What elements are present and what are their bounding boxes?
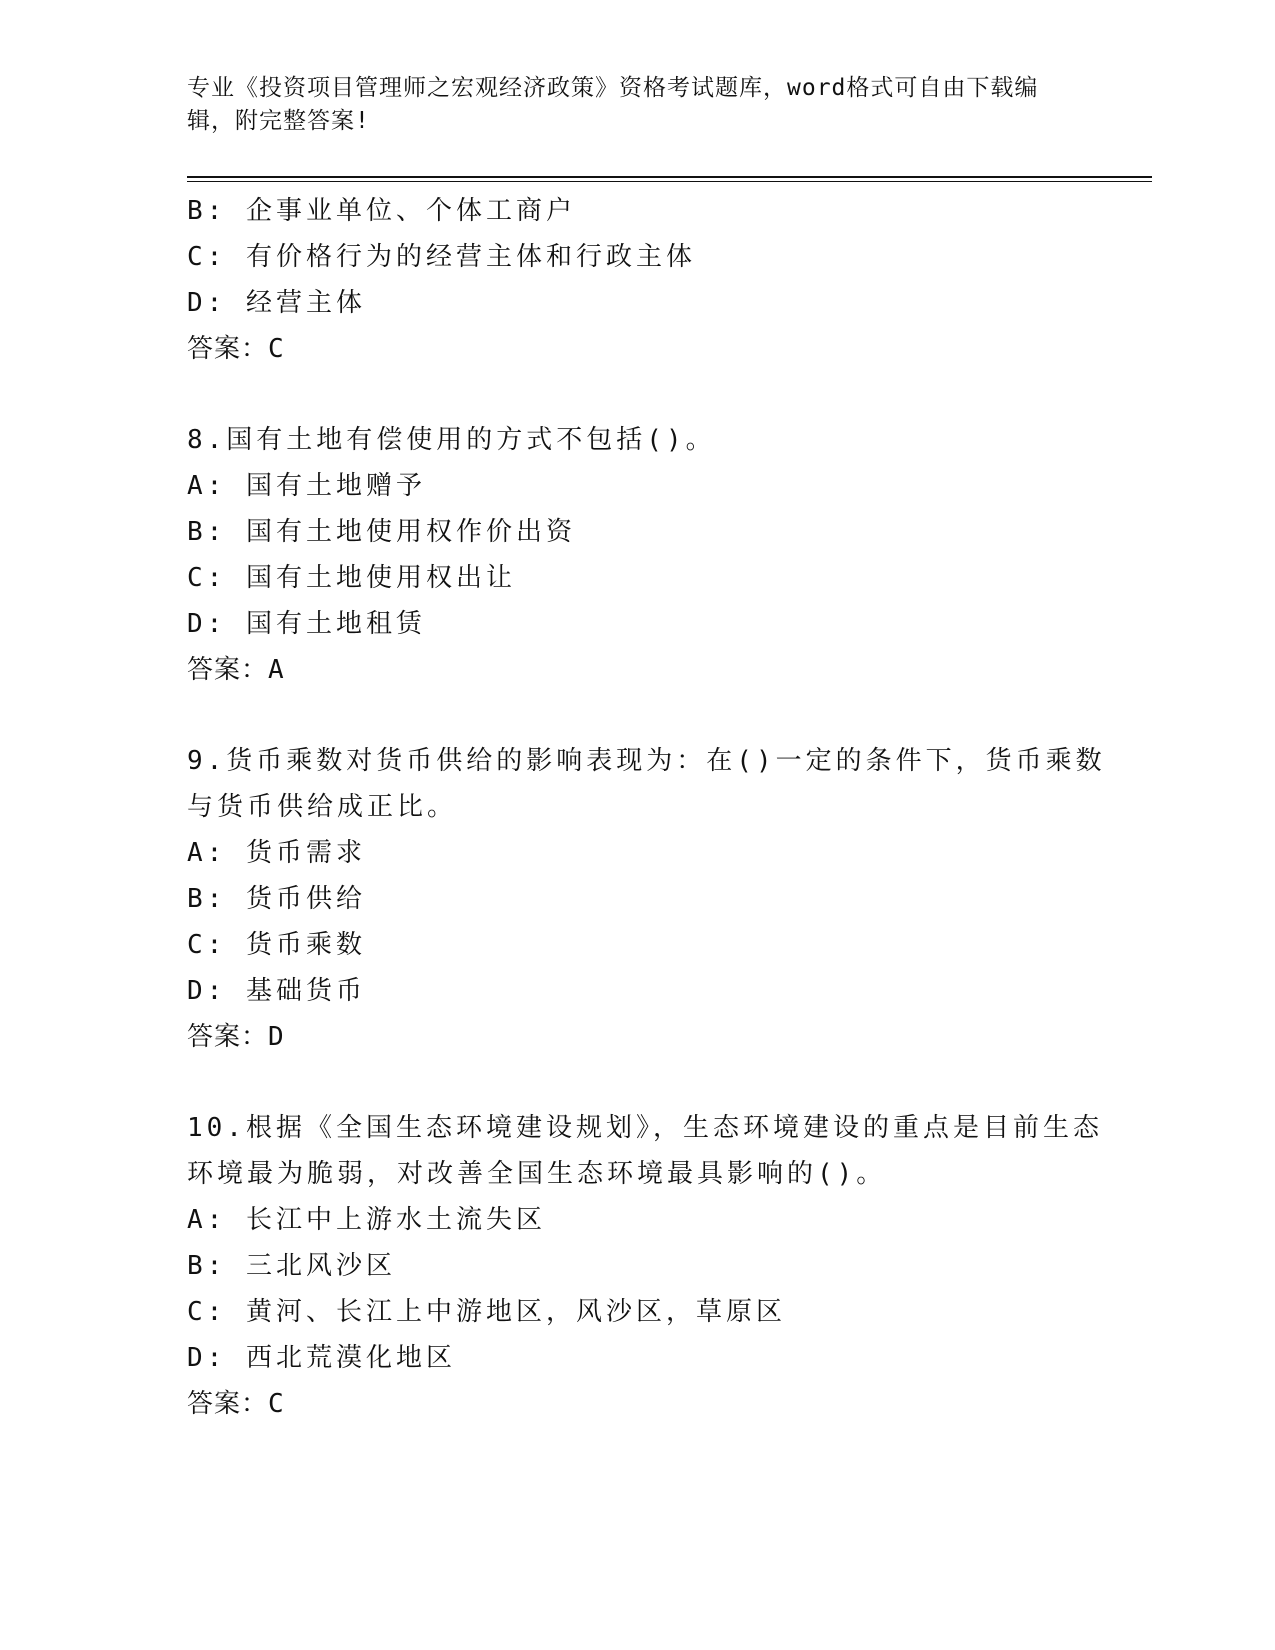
option-a: A: 国有土地赠予 (187, 471, 426, 501)
option-c: C: 货币乘数 (187, 930, 366, 960)
answer-value: D (268, 1022, 285, 1052)
option-a: A: 长江中上游水土流失区 (187, 1205, 546, 1235)
question-block-7 (187, 188, 1087, 372)
option-d: D: 国有土地租赁 (187, 609, 426, 639)
question-stem-line-1: 10.根据《全国生态环境建设规划》，生态环境建设的重点是目前生态 (187, 1113, 1103, 1143)
header-divider-thick (187, 176, 1152, 178)
answer-line (187, 647, 1087, 693)
document-header (187, 72, 1067, 138)
question-stem-line-2: 与货币供给成正比。 (187, 792, 458, 822)
question-block-10 (187, 1105, 1103, 1427)
spacer (187, 372, 1087, 417)
question-list (187, 188, 1106, 1427)
option-c: C: 国有土地使用权出让 (187, 563, 516, 593)
answer-label: 答案： (187, 1022, 269, 1052)
option-b: B: 国有土地使用权作价出资 (187, 517, 576, 547)
question-stem: 8.国有土地有偿使用的方式不包括()。 (187, 425, 716, 455)
question-stem-line-2: 环境最为脆弱，对改善全国生态环境最具影响的()。 (187, 1159, 887, 1189)
answer-value: C (268, 1389, 285, 1419)
option-b: B: 企事业单位、个体工商户 (187, 196, 576, 226)
header-line-1: 专业《投资项目管理师之宏观经济政策》资格考试题库，word格式可自由下载编 (187, 75, 1039, 101)
header-divider-thin (187, 181, 1152, 182)
answer-label: 答案： (187, 655, 269, 685)
answer-line (187, 1381, 1087, 1427)
option-d: D: 基础货币 (187, 976, 366, 1006)
option-c: C: 黄河、长江上中游地区，风沙区，草原区 (187, 1297, 786, 1327)
answer-line (187, 1014, 1087, 1060)
answer-label: 答案： (187, 334, 269, 364)
option-b: B: 三北风沙区 (187, 1251, 396, 1281)
option-d: D: 经营主体 (187, 288, 366, 318)
option-d: D: 西北荒漠化地区 (187, 1343, 456, 1373)
answer-label: 答案： (187, 1389, 269, 1419)
spacer (187, 1060, 1087, 1105)
option-c: C: 有价格行为的经营主体和行政主体 (187, 242, 696, 272)
question-stem-line-1: 9.货币乘数对货币供给的影响表现为：在()一定的条件下，货币乘数 (187, 746, 1106, 776)
header-line-2: 辑，附完整答案! (187, 108, 370, 134)
answer-value: C (268, 334, 285, 364)
option-b: B: 货币供给 (187, 884, 366, 914)
spacer (187, 693, 1087, 738)
option-a: A: 货币需求 (187, 838, 366, 868)
answer-line (187, 326, 1087, 372)
question-block-9 (187, 738, 1106, 1060)
question-block-8 (187, 417, 1087, 693)
answer-value: A (268, 655, 285, 685)
